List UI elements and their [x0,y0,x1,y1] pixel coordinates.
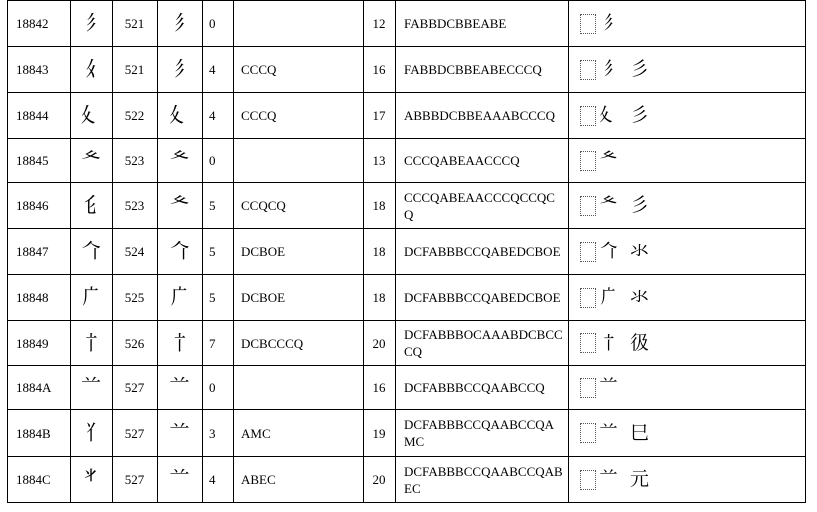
component-glyph: 彡 [630,104,650,126]
residual-sequence-cell: AMC [241,425,271,441]
component-glyph: 彡 [630,58,650,80]
layout-box-icon [580,242,596,262]
residual-sequence-cell: DCBOE [241,244,286,259]
residual-strokes-cell: 5 [209,198,216,213]
radical-number-cell: 521 [124,62,145,77]
code-point-cell: 18844 [16,108,49,123]
total-strokes-cell: 20 [372,472,386,487]
table-row [7,138,806,182]
code-point-cell: 18848 [16,290,49,305]
table-row [7,92,806,138]
code-point-cell: 18842 [16,16,49,31]
character-glyph-cell: 𘡅 [80,148,102,172]
radical-number-cell: 524 [124,244,145,259]
character-table [7,0,806,503]
character-glyph-cell: 𘡂 [80,11,102,35]
character-glyph-cell: 𘡌 [80,467,102,491]
total-strokes-cell: 18 [372,244,386,259]
character-glyph-cell: 𘡄 [80,103,102,127]
full-sequence-cell: DCFABBBCCQABEDCBOE [404,244,561,259]
residual-strokes-cell: 4 [209,472,216,487]
residual-sequence-cell: CCCQ [241,62,277,77]
residual-sequence-cell: CCQCQ [241,198,286,213]
radical-glyph-cell: 𘡈 [169,285,190,309]
component-glyph: 氺 [630,286,650,308]
radical-number-cell: 526 [124,335,145,351]
total-strokes-cell: 16 [372,380,386,395]
total-strokes-cell: 19 [372,425,386,441]
character-glyph-cell: 𘡃 [80,57,102,81]
code-point-cell: 18846 [16,198,49,213]
radical-glyph-cell: 𘡂 [169,11,190,35]
character-glyph-cell: 𘡈 [80,285,102,309]
component-glyph: 巳 [630,421,650,444]
radical-glyph-cell: 𘡂 [169,57,190,81]
character-glyph-cell: 𘡆 [80,193,102,217]
table-row [7,365,806,409]
radical-glyph-cell: 𘡇 [169,239,190,263]
components-cell [568,229,806,274]
layout-box-icon [580,14,596,34]
full-sequence-cell: ABBBDCBBEAAABCCCQ [404,108,555,123]
component-glyph: 𘡅 [599,194,619,216]
table-row [7,46,806,92]
radical-number-cell: 521 [124,16,145,31]
total-strokes-cell: 20 [372,335,386,351]
full-sequence-cell: DCFABBBOCAAABDCBCCCQ [404,327,563,359]
radical-number-cell: 527 [124,425,145,441]
layout-box-icon [580,106,596,126]
components-cell [568,1,806,46]
total-strokes-cell: 12 [372,16,386,31]
components-cell [568,321,806,365]
radical-number-cell: 523 [124,153,145,168]
residual-sequence-cell [233,366,363,409]
radical-glyph-cell: 𘡅 [169,148,190,172]
residual-strokes-cell: 7 [209,335,216,351]
component-glyph: 彶 [630,331,650,354]
radical-number-cell: 522 [124,108,145,123]
component-glyph: 元 [630,468,650,490]
total-strokes-cell: 18 [372,290,386,305]
code-point-cell: 18845 [16,153,49,168]
residual-sequence-cell [233,139,363,182]
component-glyph: 𘡊 [599,421,619,444]
radical-glyph-cell: 𘡊 [169,375,190,399]
residual-strokes-cell: 4 [209,62,216,77]
character-glyph-cell: 𘡇 [80,239,102,263]
full-sequence-cell: CCCQABEAACCCQ [404,153,520,168]
components-cell [568,275,806,320]
table-row [7,274,806,320]
radical-glyph-cell: 𘡊 [169,420,190,445]
code-point-cell: 18843 [16,62,49,77]
table-row [7,182,806,228]
radical-glyph-cell: 𘡊 [169,467,190,491]
radical-number-cell: 527 [124,472,145,487]
components-cell [568,183,806,228]
layout-box-icon [580,333,596,353]
full-sequence-cell: CCCQABEAACCCQCCQCQ [404,189,555,222]
component-glyph: 𘡊 [599,468,619,490]
components-cell [568,366,806,409]
component-glyph: 𘡇 [599,240,619,262]
table-row [7,320,806,365]
residual-sequence-cell: DCBCCCQ [241,335,304,351]
code-point-cell: 18849 [16,335,49,351]
layout-box-icon [580,60,596,80]
residual-strokes-cell: 4 [209,108,216,123]
code-point-cell: 1884C [16,472,51,487]
components-cell [568,93,806,138]
components-cell [568,410,806,456]
full-sequence-cell: DCFABBBCCQABEDCBOE [404,290,561,305]
radical-number-cell: 525 [124,290,145,305]
component-glyph: 𘡉 [599,331,619,354]
residual-strokes-cell: 0 [209,16,216,31]
total-strokes-cell: 13 [372,153,386,168]
table-row [7,409,806,456]
total-strokes-cell: 16 [372,62,386,77]
full-sequence-cell: FABBDCBBEABE [404,16,507,31]
table-row [7,456,806,502]
code-point-cell: 1884B [16,425,51,441]
code-point-cell: 1884A [16,380,52,395]
residual-strokes-cell: 5 [209,290,216,305]
components-cell [568,139,806,182]
residual-strokes-cell: 3 [209,425,216,441]
radical-glyph-cell: 𘡄 [169,103,190,127]
residual-strokes-cell: 0 [209,153,216,168]
radical-number-cell: 523 [124,198,145,213]
component-glyph: 𘡈 [599,286,619,308]
full-sequence-cell: DCFABBBCCQAABCCQABEC [404,463,563,496]
layout-box-icon [580,151,596,171]
residual-sequence-cell: ABEC [241,472,276,487]
component-glyph: 𘡂 [599,58,619,80]
residual-sequence-cell: DCBOE [241,290,286,305]
character-glyph-cell: 𘡋 [80,420,102,445]
component-glyph: 彡 [630,194,650,216]
components-cell [568,457,806,502]
radical-glyph-cell: 𘡅 [169,193,190,217]
code-point-cell: 18847 [16,244,49,259]
radical-number-cell: 527 [124,380,145,395]
table-row [7,228,806,274]
table-row [7,0,806,46]
component-glyph: 氺 [630,240,650,262]
component-glyph: 𘡂 [599,12,619,34]
layout-box-icon [580,378,596,398]
residual-sequence-cell: CCCQ [241,108,277,123]
residual-strokes-cell: 0 [209,380,216,395]
character-glyph-cell: 𘡊 [80,375,102,399]
layout-box-icon [580,288,596,308]
full-sequence-cell: DCFABBBCCQAABCCQ [404,380,545,395]
total-strokes-cell: 18 [372,198,386,213]
full-sequence-cell: DCFABBBCCQAABCCQAMC [404,417,555,449]
character-glyph-cell: 𘡉 [80,330,102,355]
component-glyph: 𘡊 [599,376,619,398]
total-strokes-cell: 17 [372,108,386,123]
component-glyph: 𘡅 [599,149,619,171]
residual-strokes-cell: 5 [209,244,216,259]
component-glyph: 𘡄 [599,104,619,126]
layout-box-icon [580,470,596,490]
layout-box-icon [580,196,596,216]
layout-box-icon [580,423,596,443]
radical-glyph-cell: 𘡉 [169,330,190,355]
full-sequence-cell: FABBDCBBEABECCCQ [404,62,542,77]
residual-sequence-cell [233,1,363,46]
components-cell [568,47,806,92]
